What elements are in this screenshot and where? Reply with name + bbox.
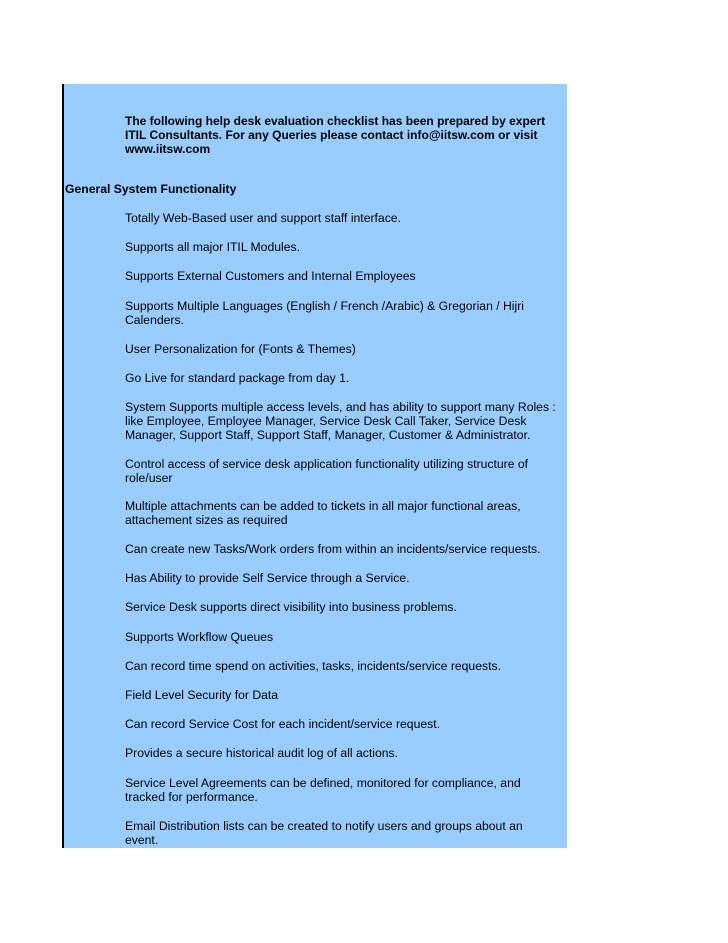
checklist-item: Service Desk supports direct visibility into business problems. [125, 600, 457, 614]
checklist-item: Totally Web-Based user and support staff interface. [125, 211, 401, 225]
checklist-item: Service Level Agreements can be defined, monitored for compliance, and tracked for performance. [125, 776, 521, 805]
checklist-item: Can record time spend on activities, tasks, incidents/service requests. [125, 659, 501, 673]
checklist-item: Supports External Customers and Internal Employees [125, 269, 416, 283]
checklist-item: Go Live for standard package from day 1. [125, 371, 350, 385]
checklist-item: Supports all major ITIL Modules. [125, 240, 300, 254]
checklist-item: Can record Service Cost for each incident/service request. [125, 717, 440, 731]
section-title: General System Functionality [65, 182, 237, 196]
checklist-item: Provides a secure historical audit log of all actions. [125, 746, 399, 760]
checklist-item: Can create new Tasks/Work orders from within an incidents/service requests. [125, 542, 541, 556]
checklist-item: Has Ability to provide Self Service through a Service. [125, 571, 410, 585]
checklist-item: Supports Multiple Languages (English / French /Arabic) & Gregorian / Hijri Calenders. [125, 299, 524, 328]
checklist-item: System Supports multiple access levels, and has ability to support many Roles : like Employee, Employee Manager, Service Desk Call Taker, Service Desk Manager, Support Staff, Support Staff, Manager, Customer & Administrator. [125, 400, 556, 443]
checklist-item: Email Distribution lists can be created to notify users and groups about an event. [125, 819, 523, 848]
checklist-item: Supports Workflow Queues [125, 630, 274, 644]
intro-paragraph: The following help desk evaluation checklist has been prepared by expert ITIL Consultants. For any Queries please contact info@iitsw.com or visit www.iitsw.com [125, 114, 546, 157]
checklist-item: Field Level Security for Data [125, 688, 279, 702]
checklist-item: Control access of service desk application functionality utilizing structure of role/user [125, 457, 529, 486]
checklist-item: User Personalization for (Fonts & Themes) [125, 342, 356, 356]
left-border-rule [62, 84, 64, 848]
checklist-item: Multiple attachments can be added to tickets in all major functional areas, attachement sizes as required [125, 499, 521, 528]
